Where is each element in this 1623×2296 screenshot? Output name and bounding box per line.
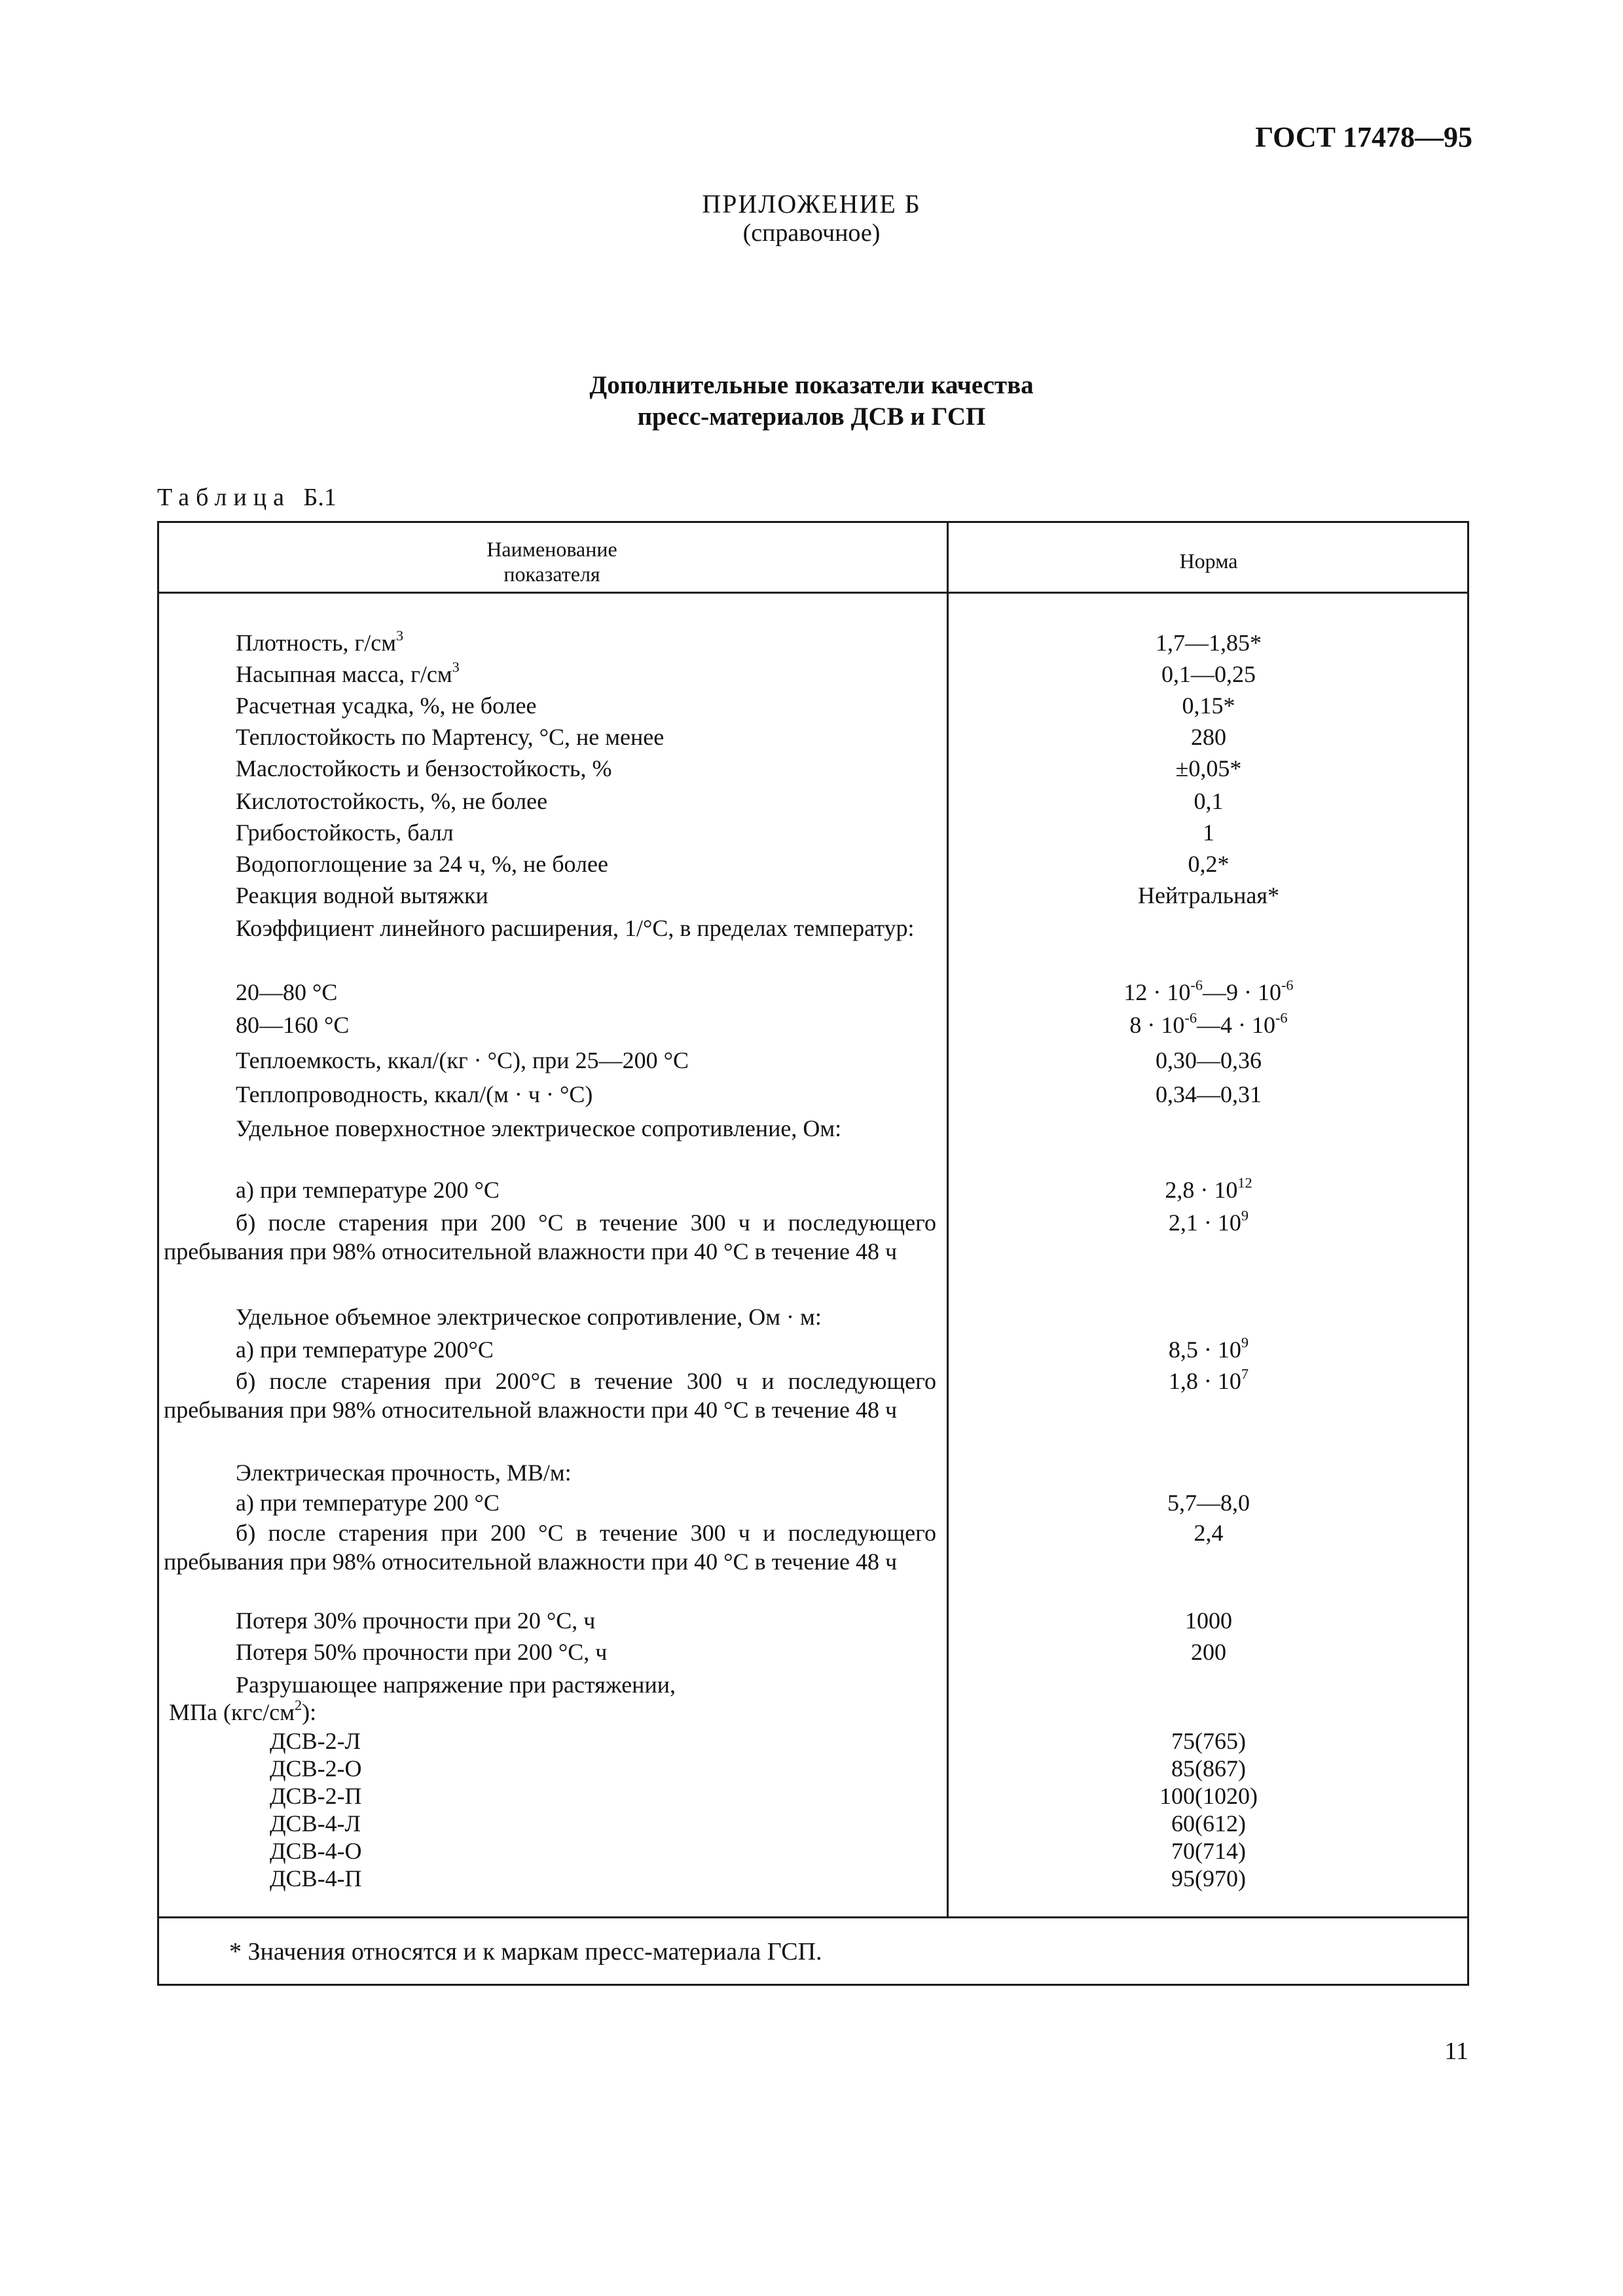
table-row: Насыпная масса, $г/см^3$ — [236, 658, 460, 687]
section-heading-line1: Дополнительные показатели качества — [589, 371, 1034, 399]
table-row-value: $8,5 \cdot 10^9$ — [1168, 1334, 1249, 1363]
header-name-line2: показателя — [503, 562, 600, 586]
table-row: Грибостойкость, балл — [236, 819, 454, 846]
table-row-value: 200 — [1191, 1639, 1226, 1665]
table-row: ДСВ-4-П — [270, 1865, 362, 1892]
table-row: Разрушающее напряжение при растяжении, — [236, 1672, 676, 1698]
table-row: Потеря 30% прочности при 20 °С, ч — [236, 1607, 596, 1634]
table-row: б) после старения при 200 °С в течение 300 ч и последующего пребывания при 98% относительной влажности при 40 °С в течение 48 ч — [164, 1210, 936, 1265]
header-name-column — [157, 537, 947, 586]
header-norm-column: Норма — [1179, 549, 1238, 573]
table-row-value: 0,1—0,25 — [1161, 661, 1256, 687]
page-number: 11 — [1444, 2037, 1468, 2065]
table-header-divider — [157, 592, 1469, 594]
table-row: б) после старения при 200°С в течение 300 ч и последующего пребывания при 98% относительной влажности при 40 °С в течение 48 ч — [164, 1368, 936, 1423]
table-row-value: 95(970) — [1171, 1865, 1246, 1892]
document-id: ГОСТ 17478—95 — [1255, 121, 1472, 153]
table-row-value: 1000 — [1185, 1607, 1232, 1634]
table-row: а) при температуре 200 °С — [236, 1177, 500, 1203]
table-row: Потеря 50% прочности при 200 °С, ч — [236, 1639, 608, 1665]
table-row: Водопоглощение за 24 ч, %, не более — [236, 851, 608, 877]
table-row-value: 0,1 — [1194, 788, 1224, 814]
table-row-value: 2,4 — [1194, 1520, 1224, 1546]
table-row: Реакция водной вытяжки — [236, 882, 488, 908]
table-row: Удельное объемное электрическое сопротивление, Ом · м: — [236, 1304, 822, 1330]
table-row-value: Нейтральная* — [1138, 882, 1279, 908]
table-row-value: 100(1020) — [1159, 1783, 1258, 1809]
table-row-continued: МПа $(кгс/см^2)$: — [169, 1696, 317, 1725]
table-label-word: Таблица — [157, 484, 291, 511]
table-row: Теплоемкость, ккал/(кг · °С), при 25—200 °С — [236, 1047, 689, 1073]
table-label-number: Б.1 — [303, 484, 337, 511]
table-row: Удельное поверхностное электрическое сопротивление, Ом: — [236, 1115, 842, 1141]
table-row: б) после старения при 200 °С в течение 300 ч и последующего пребывания при 98% относительной влажности при 40 °С в течение 48 ч — [164, 1520, 936, 1575]
table-row: Теплопроводность, ккал/(м · ч · °С) — [236, 1081, 593, 1107]
table-row-value: ±0,05* — [1175, 755, 1242, 781]
table-row-value: 0,34—0,31 — [1156, 1081, 1262, 1107]
table-label — [157, 483, 337, 512]
table-footnote-divider — [157, 1916, 1469, 1918]
table-row: а) при температуре 200°С — [236, 1336, 494, 1363]
table-row: 80—160 °С — [236, 1012, 350, 1038]
table-row: 20—80 °С — [236, 979, 338, 1005]
table-row-value: $2,1 \cdot 10^9$ — [1168, 1207, 1249, 1236]
table-row: Электрическая прочность, МВ/м: — [236, 1460, 572, 1486]
table-row: Маслостойкость и бензостойкость, % — [236, 755, 612, 781]
table-row-value: $2,8 \cdot 10^{12}$ — [1165, 1174, 1252, 1203]
table-row-value: 280 — [1191, 724, 1226, 750]
table-row-value: 0,2* — [1188, 851, 1230, 877]
table-row: ДСВ-2-П — [270, 1783, 362, 1809]
table-row: Теплостойкость по Мартенсу, °С, не менее — [236, 724, 665, 750]
table-row: ДСВ-4-Л — [270, 1810, 361, 1837]
appendix-subtitle: (справочное) — [742, 219, 881, 247]
section-heading-line2: пресс-материалов ДСВ и ГСП — [637, 403, 986, 431]
table-row-value: $12 \cdot 10^{-6}—9 \cdot 10^{-6}$ — [1123, 977, 1294, 1005]
table-row-value: 0,15* — [1182, 692, 1235, 719]
table-row-value: 75(765) — [1171, 1728, 1246, 1754]
table-row: а) при температуре 200 °С — [236, 1490, 500, 1516]
table-row-value: 0,30—0,36 — [1156, 1047, 1262, 1073]
table-row-value: 1,7—1,85* — [1156, 630, 1262, 656]
table-row-value: 85(867) — [1171, 1755, 1246, 1782]
appendix-title: ПРИЛОЖЕНИЕ Б — [702, 189, 921, 219]
table-row: Расчетная усадка, %, не более — [236, 692, 537, 719]
table-row: Коэффициент линейного расширения, 1/°С, в пределах температур: — [236, 915, 915, 941]
table-row-value: 1 — [1203, 819, 1214, 846]
table-row-value: 70(714) — [1171, 1838, 1246, 1864]
header-name-line1: Наименование — [486, 537, 617, 561]
table-row: ДСВ-4-О — [270, 1838, 362, 1864]
table-row-value: 5,7—8,0 — [1167, 1490, 1250, 1516]
table-row: Кислотостойкость, %, не более — [236, 788, 548, 814]
table-row-value: 60(612) — [1171, 1810, 1246, 1837]
table-row: ДСВ-2-О — [270, 1755, 362, 1782]
table-row: Плотность, $г/см^3$ — [236, 627, 404, 656]
table-footnote: * Значения относятся и к маркам пресс-материала ГСП. — [229, 1938, 822, 1965]
table-row: ДСВ-2-Л — [270, 1728, 361, 1754]
table-row-value: $8 \cdot 10^{-6}—4 \cdot 10^{-6}$ — [1129, 1009, 1288, 1038]
table-row-value: $1,8 \cdot 10^7$ — [1168, 1365, 1249, 1394]
